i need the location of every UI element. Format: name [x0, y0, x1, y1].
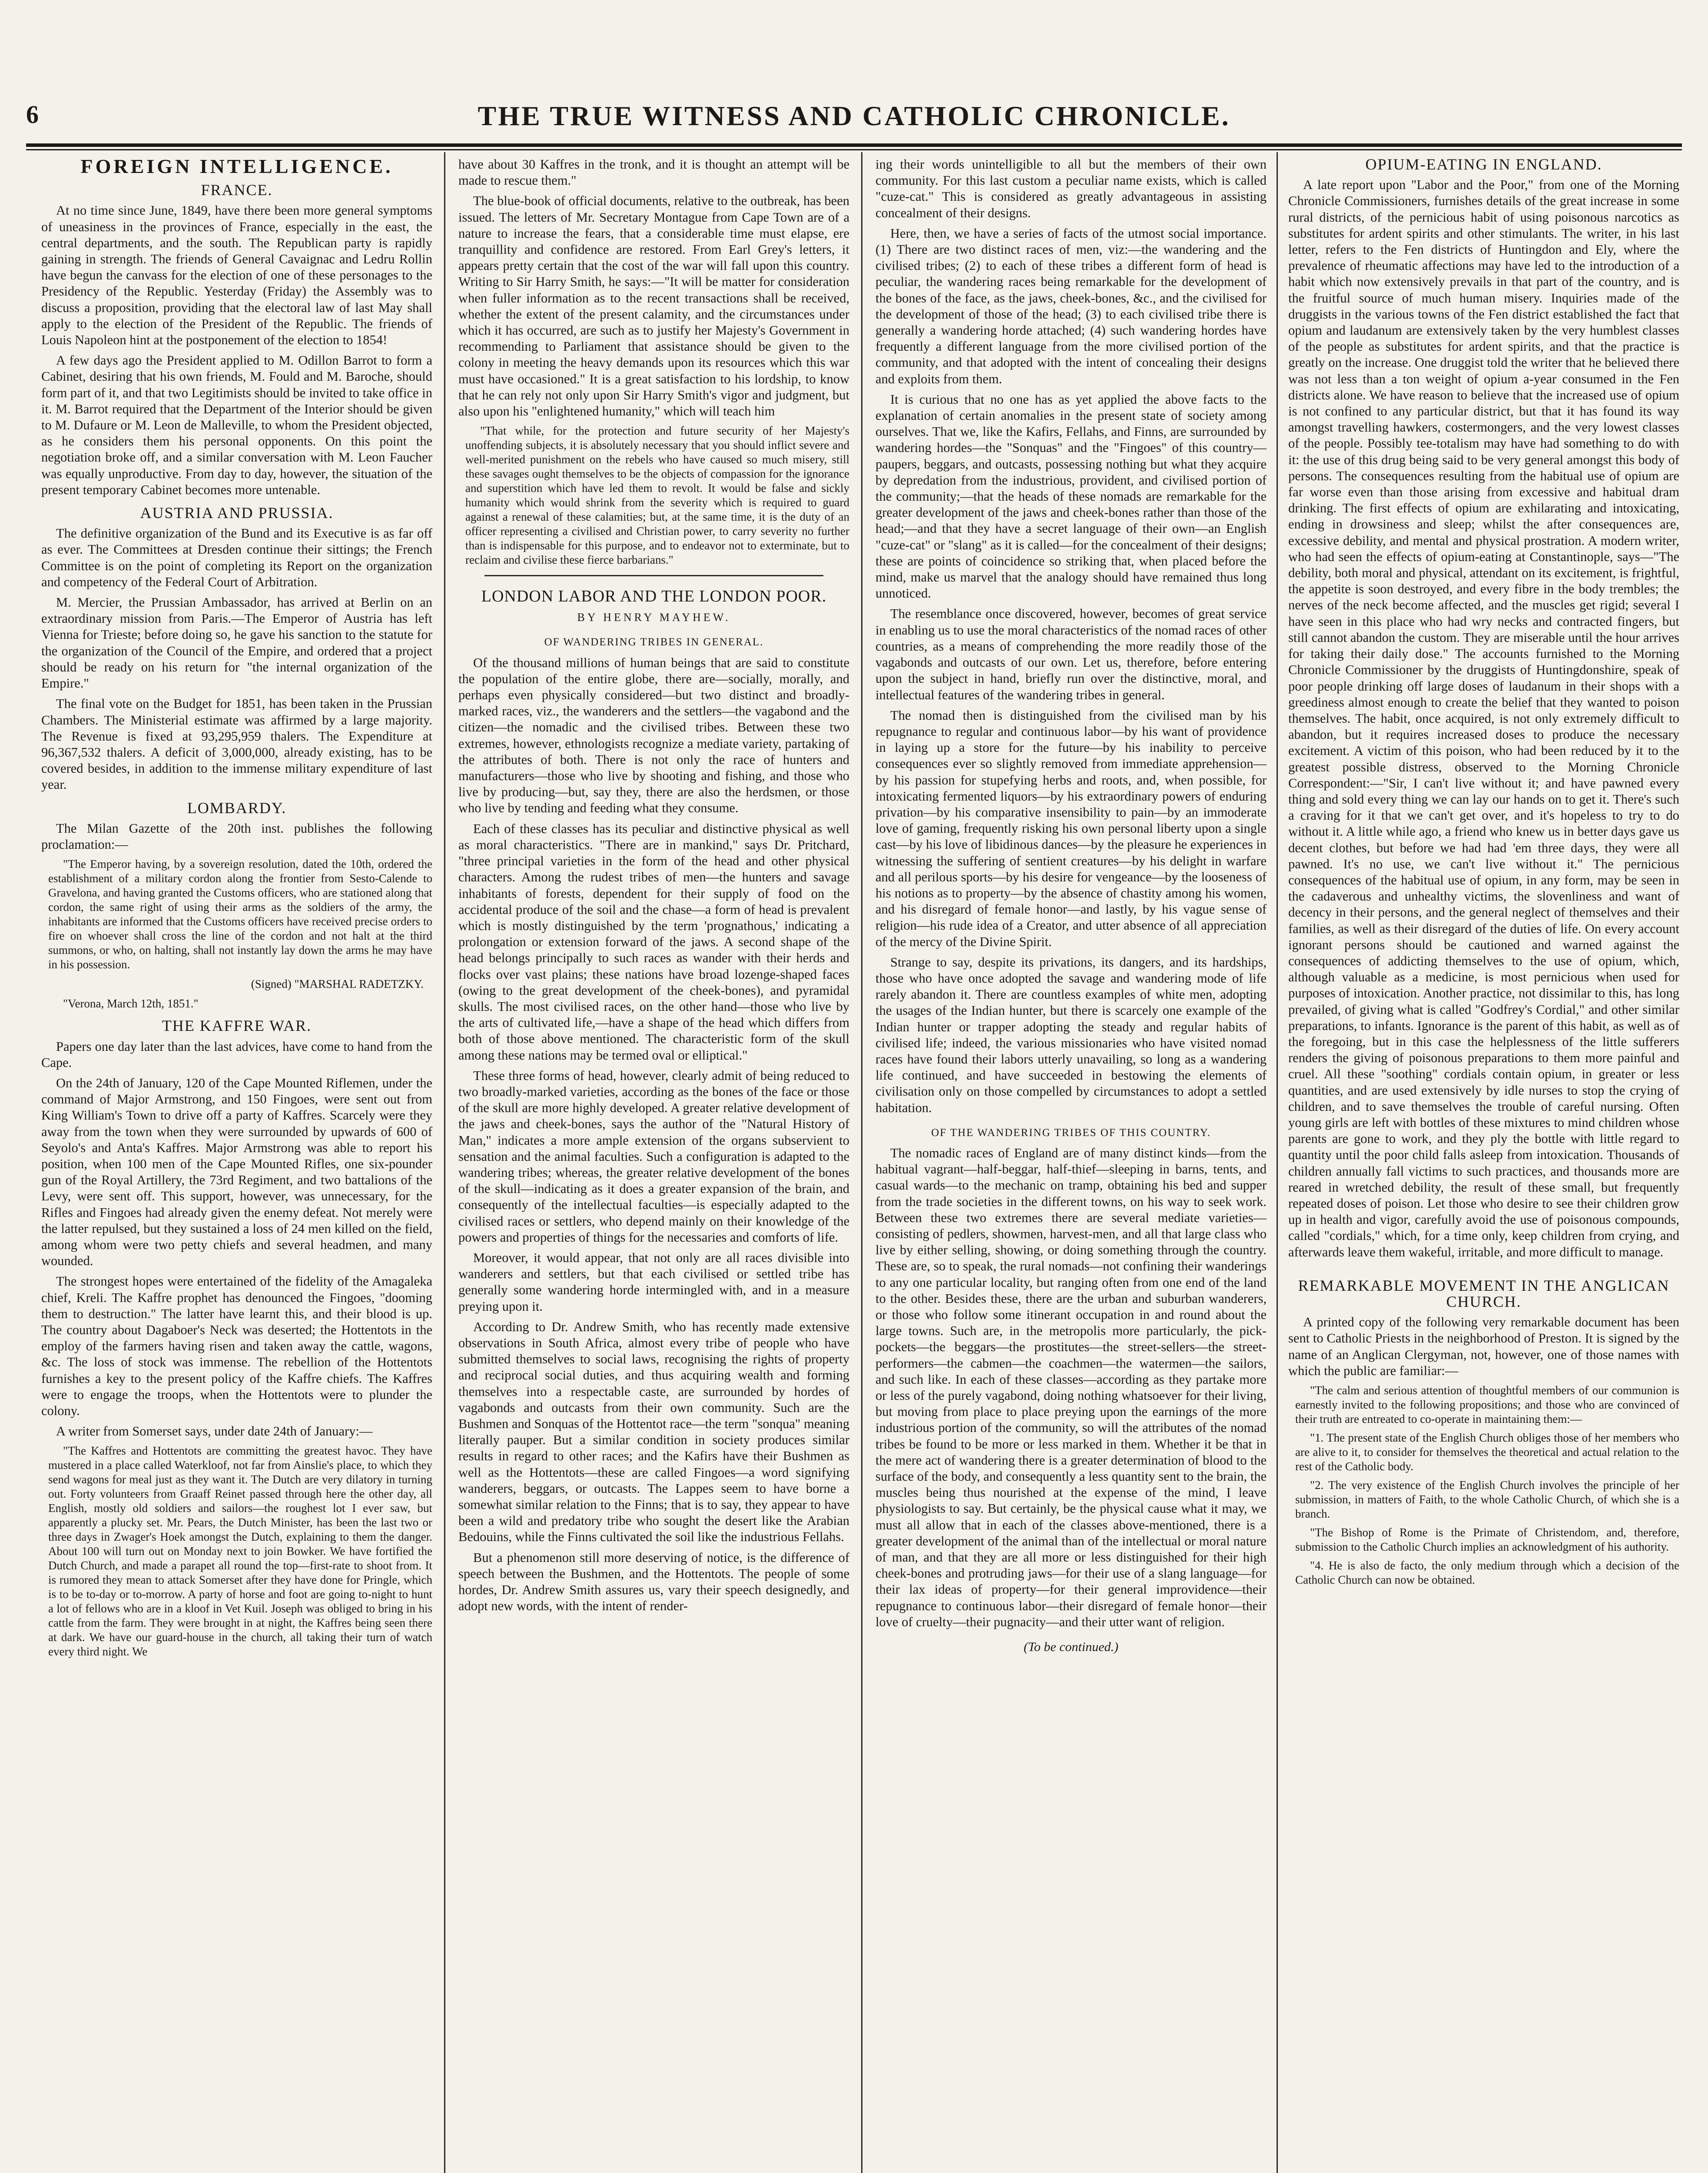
header-rule	[26, 143, 1682, 147]
paragraph: ing their words unintelligible to all but the members of their own community. For this last custom a peculiar name exists, which is called "cuze-cat." This is considered as greatly advantageous in assisting concealment of their designs.	[876, 157, 1267, 220]
paragraph: The final vote on the Budget for 1851, has been taken in the Prussian Chambers. The Ministerial estimate was affirmed by a large majority. The Revenue is fixed at 93,295,959 thalers. The Expenditure at 96,367,532 thalers. A deficit of 3,000,000, already existing, has to be covered besides, in addition to the immense military expenditure of last year.	[41, 696, 432, 792]
quotation: "The Kaffres and Hottentots are committing the greatest havoc. They have mustered in a place called Waterkloof, not far from Ainslie's place, to which they send wagons for meal just as they want it. The Dutch are very dilatory in turning out. Forty volunteers from Graaff Reinet passed through here the other day, all English, mostly old soldiers and sailors—the roughest lot I ever saw, but apparently a plucky set. Mr. Pears, the Dutch Minister, has been the last two or three days in Zwager's Hoek amongst the Dutch, explaining to them the danger. About 100 will turn out on Monday next to join Bowker. We have fortified the Dutch Church, and made a parapet all round the top—first-rate to shoot from. It is rumored they mean to attack Somerset after they have done for Pringle, which is to be to-day or to-morrow. A party of horse and foot are going to-night to hunt a lot of fellows who are in a kloof in Vet Kuil. Joseph was obliged to bring in his cattle from the farm. They were brought in at night, the Kaffres being seen there at dark. We have our guard-house in the church, all taking their turn of watch every third night. We	[48, 1444, 432, 1658]
subheading-opium: OPIUM-EATING IN ENGLAND.	[1365, 156, 1602, 173]
paragraph: The Milan Gazette of the 20th inst. publishes the following proclamation:—	[41, 821, 432, 852]
paragraph: A printed copy of the following very remarkable document has been sent to Catholic Priests in the neighborhood of Preston. It is signed by the name of an Anglican Clergyman, not, however, one of those names with which the public are familiar:—	[1288, 1315, 1679, 1378]
paragraph: According to Dr. Andrew Smith, who has recently made extensive observations in South Africa, almost every tribe of people who have submitted themselves to social laws, recognising the rights of property and reciprocal social duties, and thus acquiring wealth and forming themselves into a respectable caste, are surrounded by hordes of vagabonds and outcasts from their own community. Such are the Bushmen and Sonquas of the Hottentot race—the term "sonqua" meaning literally pauper. But a similar condition in society produces similar results in regard to other races; and the Kafirs have their Bushmen as well as the Hottentots—these are called Fingoes—a word signifying wanderers, beggars, or outcasts. The Lappes seem to have borne a somewhat similar relation to the Finns; that is to say, they appear to have been a wild and predatory tribe who sought the desert like the Arabian Bedouins, while the Finns cultivated the soil like the industrious Fellahs.	[458, 1319, 849, 1545]
dateline: "Verona, March 12th, 1851."	[63, 997, 199, 1010]
paragraph: The nomad then is distinguished from the civilised man by his repugnance to regular and continuous labor—by his want of providence in laying up a store for the future—by his inability to perceive consequences ever so slightly removed from immediate apprehension—by his passion for stupefying herbs and roots, and, when possible, for intoxicating fermented liquors—by his extraordinary powers of enduring privation—by his comparative insensibility to pain—by an immoderate love of gaming, frequently risking his own personal liberty upon a single cast—by his love of libidinous dances—by the pleasure he experiences in witnessing the suffering of sentient creatures—by his delight in warfare and all perilous sports—by his desire for vengeance—by the looseness of his notions as to property—by the absence of chastity among his women, and his disregard of female honor—and lastly, by his vague sense of religion—his rude idea of a Creator, and utter absence of all appreciation of the mercy of the Divine Spirit.	[876, 708, 1267, 949]
paragraph: Strange to say, despite its privations, its dangers, and its hardships, those who have once adopted the savage and wandering mode of life rarely abandon it. There are countless examples of white men, adopting the usages of the Indian hunter, but there is scarcely one example of the Indian hunter or trapper adopting the steady and regular habits of civilised life; indeed, the various missionaries who have visited nomad races have found their labors utterly unavailing, so long as a wandering life continued, and have succeeded in bestowing the elements of civilisation only on those compelled by circumstances to adopt a settled habitation.	[876, 954, 1267, 1115]
paragraph: The nomadic races of England are of many distinct kinds—from the habitual vagrant—half-beggar, half-thief—sleeping in barns, tents, and casual wards—to the mechanic on tramp, obtaining his bed and supper from the trade societies in the different towns, on his way to seek work. Between these two extremes there are several mediate varieties—consisting of pedlers, showmen, harvest-men, and all that large class who live by either selling, showing, or doing something through the country. These are, so to speak, the rural nomads—not confining their wanderings to any one particular locality, but ranging often from one end of the land to the other. Besides these, there are the urban and suburban wanderers, or those who follow some itinerant occupation in and round about the large towns. Such are, in the metropolis more particularly, the pick-pockets—the beggars—the prostitutes—the street-sellers—the street-performers—the cabmen—the coachmen—the watermen—the sailors, and such like. In each of these classes—according as they partake more or less of the purely vagabond, doing nothing whatsoever for their living, but moving from place to place preying upon the earnings of the more industrious portion of the community, so will the attributes of the nomad tribes be found to be more or less marked in them. Whether it be that in the mere act of wandering there is a greater determination of blood to the surface of the body, and consequently a less quantity sent to the brain, the muscles being thus nourished at the expense of the mind, I leave physiologists to say. But certainly, be the physical cause what it may, we must all allow that in each of the classes above-mentioned, there is a greater development of the animal than of the intellectual or moral nature of man, and that they are all more or less distinguished for their high cheek-bones and protruding jaws—for their use of a slang language—for their lax ideas of property—for their general improvidence—their repugnance to continuous labor—their disregard of female honor—their love of cruelty—their pugnacity—and their utter want of religion.	[876, 1145, 1267, 1629]
article-divider	[484, 575, 823, 576]
subheading-austria: AUSTRIA AND PRUSSIA.	[140, 504, 334, 522]
column-4	[1288, 156, 1679, 2173]
paragraph: A late report upon "Labor and the Poor," from one of the Morning Chronicle Commissioners, furnishes details of the great increase in some rural districts, of the pernicious habit of using poisonous narcotics as substitutes for ardent spirits and other stimulants. The writer, in his last letter, refers to the Fen districts of Huntingdon and Ely, where the prevalence of rheumatic affections may have led to the introduction of a habit which now extensively prevails in that part of the country, and is the fruitful source of much human misery. Inquiries made of the druggists in the various towns of the Fen district established the fact that opium and laudanum are extensively taken by the very humblest classes of the people as substitutes for ardent spirits, and that the practice is greatly on the increase. One druggist told the writer that he believed there was not less than a ton weight of opium a-year consumed in the Fen districts alone. We have reason to believe that the increased use of opium is not confined to any particular district, but that it has found its way amongst travelling hawkers, costermongers, and the very lowest classes of the people. Possibly tee-totalism may have had something to do with it: the use of this drug being said to be very general amongst this body of persons. The consequences resulting from the habitual use of opium are far worse even than those arising from excessive and habitual dram drinking. The first effects of opium are exhilarating and intoxicating, ending in drowsiness and sleep; whilst the after consequences are, excessive debility, and mental and physical prostration. A modern writer, who had seen the effects of opium-eating at Constantinople, says—"The debility, both moral and physical, attendant on its excitement, is frightful, the appetite is soon destroyed, and every fibre in the body trembles; the nerves of the neck become affected, and the muscles get rigid; several I have seen in this place who had wry necks and contracted fingers, but still cannot abandon the custom. They are miserable until the hour arrives for taking their daily dose." The accounts furnished to the Morning Chronicle Commissioner by the druggists of Huntingdonshire, speak of poor people drinking off large doses of laudanum in their shops with a greediness almost enough to create the belief that they wanted to poison themselves. The habit, once acquired, is not only extremely difficult to abandon, but it requires increased doses to produce the necessary excitement. A victim of this poison, who had been reduced by it to the greatest possible distress, observed to the Morning Chronicle Correspondent:—"Sir, I can't live without it; and have pawned every thing and sold every thing we can lay our hands on to get it. There's such a craving for it that we can't get over, and it's hopeless to try to do without it. A little while ago, a friend who knew us in better days gave us decent clothes, but before we had had 'em three days, they were all pawned. It's no use, we can't live without it." The pernicious consequences of the habitual use of opium, in any form, may be seen in the cadaverous and unhealthy victims, the slovenliness and want of decency in their persons, and the general neglect of themselves and their families, as well as their disregard of the duties of life. On every account ignorant persons should be cautioned and warned against the consequences of addicting themselves to the use of opium, which, although valuable as a medicine, is most pernicious when used for purposes of intoxication. Another practice, not dissimilar to this, has long prevailed, of giving what is called "Godfrey's Cordial," and other similar preparations, to infants. Ignorance is the parent of this habit, as well as of the foregoing, but in this case the helplessness of the little sufferers renders the giving of poisonous preparations to them more painful and cruel. All these "soothing" cordials contain opium, in greater or less quantities, and are used extensively by idle nurses to stop the crying of children, and to save themselves the trouble of careful nursing. Often young girls are left with bottles of these mixtures to mind children whose parents are gone to work, and they ply the bottle with little regard to quantity until the poor child falls asleep from intoxication. Thousands of children annually fall victims to such practices, and thousands more are reared in wretched debility, the result of these small, but frequently repeated doses of poison. Let those who desire to see their children grow up in health and vigor, carefully avoid the use of poisonous compounds, called "cordials," which, for a time only, keep children from crying, and afterwards leave them wakeful, irritable, and more difficult to manage.	[1288, 177, 1679, 1259]
subheading: OF WANDERING TRIBES IN GENERAL.	[544, 636, 764, 648]
header-rule-thin	[26, 149, 1682, 150]
article-title: LONDON LABOR AND THE LONDON POOR.	[481, 587, 827, 606]
subheading: OF THE WANDERING TRIBES OF THIS COUNTRY.	[931, 1126, 1211, 1139]
column-divider	[444, 152, 445, 2173]
masthead	[26, 100, 1682, 143]
column-1	[41, 156, 432, 2173]
paragraph: These three forms of head, however, clearly admit of being reduced to two broadly-marked varieties, according as the bones of the face or those of the skull are more highly developed. A greater relative development of the jaws and cheek-bones, says the author of the "Natural History of Man," indicates a more ample extension of the organs subservient to sensation and the animal faculties. Such a configuration is adapted to the wandering tribes; whereas, the greater relative development of the bones of the skull—indicating as it does a greater expansion of the brain, and consequently of the intellectual faculties—is especially adapted to the civilised races or settlers, who depend mainly on their knowledge of the powers and properties of things for the necessaries and comforts of life.	[458, 1068, 849, 1245]
newspaper-title: THE TRUE WITNESS AND CATHOLIC CHRONICLE.	[478, 100, 1230, 131]
paragraph: Moreover, it would appear, that not only are all races divisible into wanderers and settlers, but that each civilised or settled tribe has generally some wandering horde intermingled with, and in a measure preying upon it.	[458, 1250, 849, 1314]
paragraph: At no time since June, 1849, have there been more general symptoms of uneasiness in the provinces of France, especially in the east, the central departments, and the south. The Republican party is rapidly gaining in strength. The friends of General Cavaignac and Ledru Rollin have begun the canvass for the election of one of these personages to the Presidency of the Republic. Yesterday (Friday) the Assembly was to discuss a proposition, providing that the electoral law of last May shall apply to the election of the President of the Republic. The friends of Louis Napoleon hint at the postponement of the election to 1854!	[41, 203, 432, 348]
paragraph: It is curious that no one has as yet applied the above facts to the explanation of certain anomalies in the present state of society among ourselves. That we, like the Kafirs, Fellahs, and Finns, are surrounded by wandering hordes—the "Sonquas" and the "Fingoes" of this country—paupers, beggars, and outcasts, possessing nothing but what they acquire by depredation from the industrious, provident, and civilised portion of the community;—that the heads of these nomads are remarkable for the greater development of the jaws and cheek-bones rather than those of the head;—and that they have a secret language of their own—an English "cuze-cat" or "slang" as it is called—for the concealment of their designs; these are points of coincidence so striking that, when placed before the mind, make us marvel that the analogy should have remained thus long unnoticed.	[876, 392, 1267, 601]
quotation: "The Emperor having, by a sovereign resolution, dated the 10th, ordered the establishment of a military cordon along the frontier from Sesto-Calende to Gravelona, and having granted the Customs officers, who are stationed along that cordon, the same right of using their arms as the soldiers of the army, the inhabitants are informed that the Customs officers have received precise orders to fire on whoever shall cross the line of the cordon and not halt at the third summons, or who, on halting, shall not instantly lay down the arms he may have in his possession.	[48, 857, 432, 971]
paragraph: The definitive organization of the Bund and its Executive is as far off as ever. The Committees at Dresden continue their sittings; the French Committee is on the point of completing its Report on the organization and competency of the Federal Court of Arbitration.	[41, 526, 432, 589]
paragraph: Each of these classes has its peculiar and distinctive physical as well as moral characteristics. "There are in mankind," says Dr. Pritchard, "three principal varieties in the form of the head and other physical characters. Among the rudest tribes of men—the hunters and savage inhabitants of forests, dependent for their supply of food on the accidental produce of the soil and the chase—a form of head is prevalent which is mostly distinguished by the term 'prognathous,' indicating a prolongation or extension forward of the jaws. A second shape of the head belongs principally to such races as wander with their herds and flocks over vast plains; these nations have broad lozenge-shaped faces (owing to the great development of the cheek-bones), and pyramidal skulls. The most civilised races, on the other hand—those who live by the arts of cultivated life,—have a shape of the head which differs from both of those above mentioned. The characteristic form of the skull among these nations may be termed oval or elliptical."	[458, 821, 849, 1063]
paragraph: M. Mercier, the Prussian Ambassador, has arrived at Berlin on an extraordinary mission from Paris.—The Emperor of Austria has left Vienna for Trieste; before doing so, he gave his sanction to the statute for the organization of the Council of the Empire, and ordered that a project should be ready on his return for "the internal organization of the Empire."	[41, 595, 432, 691]
page-number: 6	[26, 100, 39, 129]
paragraph: On the 24th of January, 120 of the Cape Mounted Riflemen, under the command of Major Armstrong, and 150 Fingoes, were sent out from King William's Town to drive off a party of Kaffres. Scarcely were they away from the town when they were surrounded by upwards of 600 of Seyolo's and Anta's Kaffres. Major Armstrong was able to report his position, when 100 men of the Cape Mounted Rifles, one six-pounder gun of the Royal Artillery, the 73rd Regiment, and two battalions of the Levy, were sent off. This support, however, was unnecessary, for the Rifles and Fingoes had already given the enemy defeat. Not merely were the latter repulsed, but they sustained a loss of 24 men killed on the field, among whom were two petty chiefs and several headmen, and many wounded.	[41, 1075, 432, 1269]
paragraph: Papers one day later than the last advices, have come to hand from the Cape.	[41, 1039, 432, 1070]
paragraph: But a phenomenon still more deserving of notice, is the difference of speech between the Bushmen, and the Hottentots. The people of some hordes, Dr. Andrew Smith assures us, vary their speech designedly, and adopt new words, with the intent of render-	[458, 1550, 849, 1614]
subheading-france: FRANCE.	[201, 181, 273, 199]
column-divider	[1277, 152, 1278, 2173]
quotation: "The Bishop of Rome is the Primate of Christendom, and, therefore, submission to the Catholic Church implies an acknowledgment of his authority.	[1295, 1526, 1679, 1554]
paragraph: The resemblance once discovered, however, becomes of great service in enabling us to use the moral characteristics of the nomad races of other countries, as a means of comprehending the more readily those of the vagabonds and outcasts of our own. Let us, therefore, before entering upon the subject in hand, briefly run over the distinctive, moral, and intellectual features of the wandering tribes in general.	[876, 606, 1267, 702]
section-heading: FOREIGN INTELLIGENCE.	[80, 156, 393, 177]
quotation: "The calm and serious attention of thoughtful members of our communion is earnestly invited to the following propositions; and those who are convinced of their truth are entreated to co-operate in maintaining them:—	[1295, 1384, 1679, 1426]
paragraph: Of the thousand millions of human beings that are said to constitute the population of the entire globe, there are—socially, morally, and perhaps even physically considered—but two distinct and broadly-marked races, viz., the wanderers and the settlers—the vagabond and the citizen—the nomadic and the civilised tribes. Between these two extremes, however, ethnologists recognize a mediate variety, partaking of the attributes of both. There is not only the race of hunters and manufacturers—those who live by shooting and fishing, and those who live by producing—but, say they, there are also the herdsmen, or those who live by tending and feeding what they consume.	[458, 655, 849, 816]
quotation: "That while, for the protection and future security of her Majesty's unoffending subjects, it is absolutely necessary that you should inflict severe and well-merited punishment on the rebels who have caused so much misery, still these savages ought themselves to be the objects of compassion for the ignorance and superstition which have led them to revolt. It would be false and sickly humanity which would shrink from the severity which is required to guard against a renewal of these calamities; but, at the same time, it is the duty of an officer representing a civilised and Christian power, to carry severity no further than is indispensable for this purpose, and to endeavor not to exterminate, but to reclaim and civilise these fierce barbarians."	[465, 424, 849, 567]
paragraph: A few days ago the President applied to M. Odillon Barrot to form a Cabinet, desiring that his own friends, M. Fould and M. Baroche, should form part of it, and that two Legitimists should be invited to take office in it. M. Barrot required that the Department of the Interior should be given to M. Dufaure or M. Leon de Malleville, to whom the President objected, as he considers them his personal opponents. On this point the negotiation broke off, and a similar conversation with M. Leon Faucher was equally unproductive. From day to day, however, the situation of the present temporary Cabinet becomes more untenable.	[41, 353, 432, 497]
column-divider	[861, 152, 862, 2173]
subheading-anglican: REMARKABLE MOVEMENT IN THE ANGLICAN CHURCH.	[1298, 1276, 1670, 1311]
paragraph: Here, then, we have a series of facts of the utmost social importance. (1) There are two distinct races of men, viz:—the wandering and the civilised tribes; (2) to each of these tribes a different form of head is peculiar, the wandering races being remarkable for the development of the bones of the face, as the jaws, cheek-bones, &c., and the civilised for the development of those of the head; (3) to each civilised tribe there is generally a wandering horde attached; (4) such wandering hordes have frequently a different language from the more civilised portion of the community, and that adopted with the intent of concealing their designs and exploits from them.	[876, 226, 1267, 386]
subheading-lombardy: LOMBARDY.	[187, 799, 287, 817]
quotation: "4. He is also de facto, the only medium through which a decision of the Catholic Church can now be obtained.	[1295, 1559, 1679, 1587]
paragraph: A writer from Somerset says, under date 24th of January:—	[56, 1424, 373, 1439]
paragraph: The strongest hopes were entertained of the fidelity of the Amagaleka chief, Kreli. The Kaffre prophet has denounced the Fingoes, "dooming them to destruction." The latter have learnt this, and their blood is up. The country about Dagaboer's Neck was deserted; the Hottentots in the employ of the farmers having risen and taken away the cattle, wagons, &c. The loss of stock was immense. The rebellion of the Hottentots furnishes a key to the present policy of the Kaffre chiefs. The Kaffres were to engage the troops, when the Hottentots were to plunder the colony.	[41, 1274, 432, 1418]
continued-note: (To be continued.)	[1023, 1640, 1119, 1655]
column-2	[458, 156, 849, 2173]
quotation: "2. The very existence of the English Church involves the principle of her submission, in matters of Faith, to the whole Catholic Church, of which she is a branch.	[1295, 1479, 1679, 1521]
paragraph: The blue-book of official documents, relative to the outbreak, has been issued. The letters of Mr. Secretary Montague from Cape Town are of a nature to increase the fears, that a considerable time must elapse, ere tranquillity and confidence are restored. From Earl Grey's letters, it appears pretty certain that the cost of the war will fall upon this country. Writing to Sir Harry Smith, he says:—"It will be matter for consideration when fuller information as to the recent transactions shall be received, whether the extent of the present calamity, and the circumstances under which it has occurred, are such as to justify her Majesty's Government in recommending to Parliament that assistance should be given to the colony in meeting the heavy demands upon its resources which this war must have occasioned." It is a great satisfaction to his lordship, to know that he can rely not only upon Sir Harry Smith's vigor and judgment, but also upon his "enlightened humanity," which will teach him	[458, 193, 849, 419]
byline: BY HENRY MAYHEW.	[577, 611, 731, 624]
subheading-kaffre-war: THE KAFFRE WAR.	[162, 1017, 312, 1035]
column-3	[876, 156, 1267, 2173]
paragraph: have about 30 Kaffres in the tronk, and it is thought an attempt will be made to rescue them."	[458, 157, 849, 188]
quotation: "1. The present state of the English Church obliges those of her members who are alive to it, to consider for themselves the theoretical and actual relation to the rest of the Catholic body.	[1295, 1431, 1679, 1473]
signature-line: (Signed) "MARSHAL RADETZKY.	[251, 977, 424, 991]
